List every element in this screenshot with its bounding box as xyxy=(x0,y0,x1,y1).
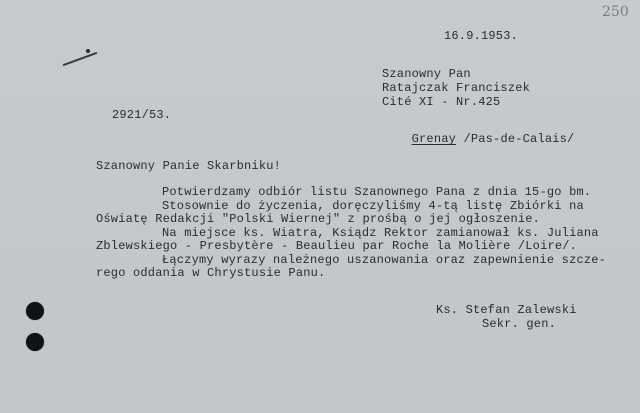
recipient-line-2: Ratajczak Franciszek xyxy=(382,81,531,95)
ink-dot xyxy=(86,49,90,53)
body-paragraph-2-line-2: Oświatę Redakcji "Polski Wiernej" z prośbą o jej ogłoszenie. xyxy=(96,212,541,226)
body-paragraph-4-line-1: Łączymy wyrazy należnego uszanowania oraz zapewnienie szcze- xyxy=(162,253,607,267)
punch-hole-bottom xyxy=(26,333,44,351)
letter-date: 16.9.1953. xyxy=(444,29,519,43)
ink-mark xyxy=(63,52,98,66)
recipient-region: /Pas-de-Calais/ xyxy=(463,132,575,146)
reference-number: 2921/53. xyxy=(112,108,172,122)
recipient-line-1: Szanowny Pan xyxy=(382,67,471,81)
body-paragraph-1: Potwierdzamy odbiór listu Szanownego Pana z dnia 15-go bm. xyxy=(162,185,592,199)
body-paragraph-4-line-2: rego oddania w Chrystusie Panu. xyxy=(96,266,326,280)
bleed-through-text xyxy=(34,68,73,98)
body-paragraph-2-line-1: Stosownie do życzenia, doręczyliśmy 4-tą listę Zbiórki na xyxy=(162,199,584,213)
body-paragraph-3-line-2: Zblewskiego - Presbytère - Beaulieu par Roche la Molière /Loire/. xyxy=(96,239,578,253)
signature-name: Ks. Stefan Zalewski xyxy=(436,303,577,317)
page-number-annotation: 250 xyxy=(602,4,629,20)
recipient-locality xyxy=(382,120,574,159)
recipient-line-3: Cité XI - Nr.425 xyxy=(382,95,501,109)
punch-hole-top xyxy=(26,302,44,320)
signature-title: Sekr. gen. xyxy=(482,317,557,331)
salutation: Szanowny Panie Skarbniku! xyxy=(96,159,282,173)
recipient-city: Grenay xyxy=(411,132,457,146)
body-paragraph-3-line-1: Na miejsce ks. Wiatra, Ksiądz Rektor zamianował ks. Juliana xyxy=(162,226,599,240)
